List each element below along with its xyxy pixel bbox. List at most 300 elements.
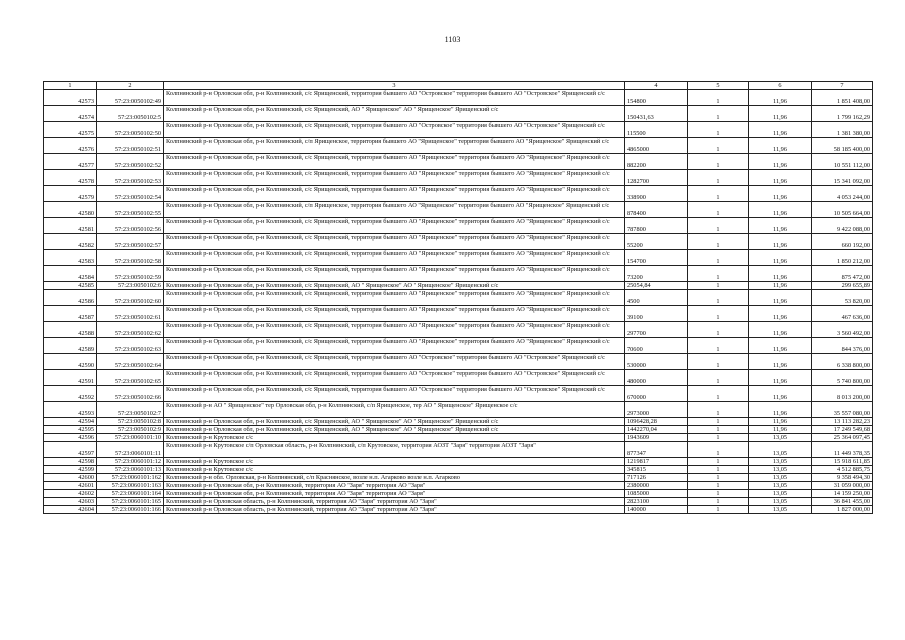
cadastral-number: 57:23:0060101:10 (97, 434, 164, 442)
cadastral-number: 57:23:0060101:11 (97, 442, 164, 458)
col-header-3: 3 (164, 82, 625, 90)
cadastral-value: 53 820,00 (812, 290, 873, 306)
location-description-text: Колпнянский р-н Орловская обл, р-н Колпнянский, с/с Ярищенский, АО " Ярищенское" АО " Ярищенское" Ярищенский с/с (166, 426, 499, 433)
cadastral-number: 57:23:0050102:9 (97, 426, 164, 434)
col-header-4: 4 (625, 82, 688, 90)
location-description-text: Колпнянский р-н Крутовское с/с (166, 434, 254, 441)
specific-value: 11,96 (749, 290, 812, 306)
row-number: 42598 (44, 458, 97, 466)
area-value: 1282700 (625, 170, 688, 186)
area-value: 2823100 (625, 498, 688, 506)
row-number: 42584 (44, 266, 97, 282)
table-row (44, 106, 873, 122)
specific-value: 11,96 (749, 250, 812, 266)
cadastral-value: 15 918 611,85 (812, 458, 873, 466)
cadastral-number: 57:23:0060101:165 (97, 498, 164, 506)
location-description-text: Колпнянский р-н Орловская обл, р-н Колпнянский, с/с Ярищенский, территория бывшего АО "Ярищенское" территория бывшего АО "Ярищенское" Ярищенский с/с (166, 322, 610, 329)
table-row (44, 498, 873, 506)
cadastral-value: 844 376,00 (812, 338, 873, 354)
row-number: 42581 (44, 218, 97, 234)
area-value: 882200 (625, 154, 688, 170)
location-description-text: Колпнянский р-н Орловская обл, р-н Колпнянский, с/с Ярищенский, территория бывшего АО "Ярищенское" территория бывшего АО "Ярищенское" Ярищенский с/с (166, 234, 610, 241)
table-row (44, 170, 873, 186)
table-row (44, 506, 873, 514)
col-header-5: 5 (688, 82, 749, 90)
area-value: 1442270,04 (625, 426, 688, 434)
cadastral-value: 13 113 282,23 (812, 418, 873, 426)
location-description-text: Колпнянский р-н Орловская область, р-н Колпнянский, территория АО "Заря" территория АО "Заря" (166, 506, 437, 513)
specific-value: 11,96 (749, 138, 812, 154)
coefficient-value: 1 (688, 474, 749, 482)
location-description-text: Колпнянский р-н Орловская обл, р-н Колпнянский, с/с Ярищенский, территория бывшего АО "Островское" территория бывшего АО "Островское" Ярищенский с/с (166, 370, 605, 377)
table-row (44, 282, 873, 290)
specific-value: 11,96 (749, 154, 812, 170)
table-row (44, 234, 873, 250)
specific-value: 13,05 (749, 458, 812, 466)
table-row (44, 418, 873, 426)
specific-value: 11,96 (749, 402, 812, 418)
area-value: 297700 (625, 322, 688, 338)
coefficient-value: 1 (688, 426, 749, 434)
location-description (164, 490, 625, 498)
location-description (164, 402, 625, 418)
cadastral-number: 57:23:0050102:52 (97, 154, 164, 170)
table-body (44, 90, 873, 514)
table-row (44, 322, 873, 338)
coefficient-value: 1 (688, 434, 749, 442)
location-description-text: Колпнянский р-н Орловская обл, р-н Колпнянский, с/с Ярищенский, территория бывшего АО "Ярищенское" территория бывшего АО "Ярищенское" Ярищенский с/с (166, 266, 610, 273)
cadastral-number: 57:23:0060101:13 (97, 466, 164, 474)
table-row (44, 266, 873, 282)
area-value: 140000 (625, 506, 688, 514)
location-description (164, 138, 625, 154)
row-number: 42577 (44, 154, 97, 170)
location-description-text: Колпнянский р-н Орловская обл, р-н Колпнянский, с/с Ярищенский, территория бывшего АО "Ярищенское" территория бывшего АО "Ярищенское" Ярищенский с/с (166, 290, 610, 297)
col-header-1: 1 (44, 82, 97, 90)
location-description-text: Колпнянский р-н Орловская обл, р-н Колпнянский, с/с Ярищенский, территория бывшего АО "Островское" территория бывшего АО "Островское" Ярищенский с/с (166, 90, 605, 97)
coefficient-value: 1 (688, 322, 749, 338)
table-row (44, 338, 873, 354)
coefficient-value: 1 (688, 306, 749, 322)
coefficient-value: 1 (688, 90, 749, 106)
cadastral-number: 57:23:0050102:59 (97, 266, 164, 282)
cadastral-value: 6 338 800,00 (812, 354, 873, 370)
table-header (44, 82, 873, 90)
row-number: 42575 (44, 122, 97, 138)
cadastral-number: 57:23:0050102:5 (97, 106, 164, 122)
location-description-text: Колпнянский р-н Орловская обл, р-н Колпнянский, с/с Ярищенский, территория бывшего АО "Ярищенское" территория бывшего АО "Ярищенское" Ярищенский с/с (166, 170, 610, 177)
cadastral-value: 299 655,89 (812, 282, 873, 290)
specific-value: 11,96 (749, 306, 812, 322)
location-description (164, 234, 625, 250)
cadastral-value: 467 636,00 (812, 306, 873, 322)
specific-value: 11,96 (749, 370, 812, 386)
coefficient-value: 1 (688, 122, 749, 138)
coefficient-value: 1 (688, 218, 749, 234)
coefficient-value: 1 (688, 202, 749, 218)
row-number: 42579 (44, 186, 97, 202)
row-number: 42585 (44, 282, 97, 290)
location-description (164, 458, 625, 466)
location-description (164, 338, 625, 354)
row-number: 42580 (44, 202, 97, 218)
location-description-text: Колпнянский р-н АО " Ярищенское" тер Орловская обл, р-н Колпнянский, с/п Ярищенское, тер АО " Ярищенское" Ярищенское с/с (166, 402, 518, 409)
table-row (44, 458, 873, 466)
specific-value: 11,96 (749, 426, 812, 434)
coefficient-value: 1 (688, 338, 749, 354)
cadastral-number: 57:23:0050102:66 (97, 386, 164, 402)
location-description (164, 154, 625, 170)
cadastral-number: 57:23:0050102:55 (97, 202, 164, 218)
cadastral-number: 57:23:0050102:7 (97, 402, 164, 418)
row-number: 42593 (44, 402, 97, 418)
row-number: 42582 (44, 234, 97, 250)
location-description-text: Колпнянский р-н Орловская обл, р-н Колпнянский, с/с Ярищенский, АО " Ярищенское" АО " Ярищенское" Ярищенский с/с (166, 106, 499, 113)
table-row (44, 290, 873, 306)
cadastral-number: 57:23:0050102:49 (97, 90, 164, 106)
table-row (44, 482, 873, 490)
table-row (44, 474, 873, 482)
location-description-text: Колпнянский р-н Орловская обл, р-н Колпнянский, с/с Ярищенский, территория бывшего АО "Островское" территория бывшего АО "Островское" Ярищенский с/с (166, 386, 605, 393)
cadastral-value-table (43, 81, 873, 514)
table-row (44, 154, 873, 170)
cadastral-value: 17 249 549,68 (812, 426, 873, 434)
row-number: 42600 (44, 474, 97, 482)
table-row (44, 466, 873, 474)
row-number: 42599 (44, 466, 97, 474)
row-number: 42592 (44, 386, 97, 402)
area-value: 4500 (625, 290, 688, 306)
coefficient-value: 1 (688, 418, 749, 426)
row-number: 42601 (44, 482, 97, 490)
table-row (44, 354, 873, 370)
row-number: 42578 (44, 170, 97, 186)
location-description (164, 322, 625, 338)
cadastral-value: 58 185 400,00 (812, 138, 873, 154)
location-description-text: Колпнянский р-н Орловская обл, р-н Колпнянский, с/с Ярищенский, территория бывшего АО "Островское" территория бывшего АО "Островское" Ярищенский с/с (166, 122, 605, 129)
cadastral-number: 57:23:0050102:65 (97, 370, 164, 386)
location-description-text: Колпнянский р-н Орловская область, р-н Колпнянский, территория АО "Заря" территория АО "Заря" (166, 498, 437, 505)
row-number: 42587 (44, 306, 97, 322)
area-value: 70600 (625, 338, 688, 354)
coefficient-value: 1 (688, 386, 749, 402)
location-description (164, 170, 625, 186)
col-header-7: 7 (812, 82, 873, 90)
row-number: 42597 (44, 442, 97, 458)
location-description (164, 474, 625, 482)
cadastral-value: 660 192,00 (812, 234, 873, 250)
coefficient-value: 1 (688, 138, 749, 154)
row-number: 42591 (44, 370, 97, 386)
specific-value: 11,96 (749, 354, 812, 370)
location-description (164, 202, 625, 218)
coefficient-value: 1 (688, 234, 749, 250)
location-description (164, 186, 625, 202)
cadastral-value: 4 512 885,75 (812, 466, 873, 474)
col-header-2: 2 (97, 82, 164, 90)
location-description (164, 250, 625, 266)
coefficient-value: 1 (688, 482, 749, 490)
specific-value: 11,96 (749, 234, 812, 250)
specific-value: 11,96 (749, 338, 812, 354)
cadastral-number: 57:23:0050102:62 (97, 322, 164, 338)
cadastral-number: 57:23:0050102:51 (97, 138, 164, 154)
cadastral-value: 9 358 494,30 (812, 474, 873, 482)
row-number: 42602 (44, 490, 97, 498)
coefficient-value: 1 (688, 354, 749, 370)
location-description-text: Колпнянский р-н Орловская обл, р-н Колпнянский, с/с Ярищенский, территория бывшего АО "Ярищенское" территория бывшего АО "Ярищенское" Ярищенский с/с (166, 186, 610, 193)
cadastral-number: 57:23:0050102:6 (97, 282, 164, 290)
specific-value: 13,05 (749, 506, 812, 514)
location-description (164, 466, 625, 474)
coefficient-value: 1 (688, 282, 749, 290)
table-row (44, 250, 873, 266)
location-description-text: Колпнянский р-н обл. Орловская, р-н Колпнянский, с/п Краснянское, возле н.п. Агарково возле н.п. Агарково (166, 474, 460, 481)
cadastral-value: 1 851 408,00 (812, 90, 873, 106)
cadastral-value: 15 341 092,00 (812, 170, 873, 186)
specific-value: 13,05 (749, 442, 812, 458)
location-description (164, 418, 625, 426)
specific-value: 11,96 (749, 322, 812, 338)
cadastral-number: 57:23:0050102:50 (97, 122, 164, 138)
area-value: 878400 (625, 202, 688, 218)
location-description (164, 266, 625, 282)
specific-value: 11,96 (749, 266, 812, 282)
specific-value: 11,96 (749, 170, 812, 186)
cadastral-value: 875 472,00 (812, 266, 873, 282)
table-row (44, 90, 873, 106)
cadastral-number: 57:23:0050102:60 (97, 290, 164, 306)
cadastral-number: 57:23:0060101:12 (97, 458, 164, 466)
row-number: 42588 (44, 322, 97, 338)
coefficient-value: 1 (688, 466, 749, 474)
coefficient-value: 1 (688, 490, 749, 498)
cadastral-value: 10 551 112,00 (812, 154, 873, 170)
cadastral-value: 36 841 455,00 (812, 498, 873, 506)
coefficient-value: 1 (688, 402, 749, 418)
location-description-text: Колпнянский р-н Орловская обл, р-н Колпнянский, территория АО "Заря" территория АО "Заря" (166, 482, 426, 489)
coefficient-value: 1 (688, 106, 749, 122)
row-number: 42586 (44, 290, 97, 306)
area-value: 2380000 (625, 482, 688, 490)
row-number: 42603 (44, 498, 97, 506)
coefficient-value: 1 (688, 506, 749, 514)
specific-value: 13,05 (749, 434, 812, 442)
location-description (164, 434, 625, 442)
cadastral-number: 57:23:0060101:162 (97, 474, 164, 482)
location-description (164, 282, 625, 290)
cadastral-number: 57:23:0050102:63 (97, 338, 164, 354)
location-description-text: Колпнянский р-н Орловская обл, р-н Колпнянский, территория АО "Заря" территория АО "Заря" (166, 490, 426, 497)
area-value: 345815 (625, 466, 688, 474)
row-number: 42589 (44, 338, 97, 354)
location-description (164, 498, 625, 506)
location-description (164, 354, 625, 370)
cadastral-number: 57:23:0050102:57 (97, 234, 164, 250)
specific-value: 13,05 (749, 474, 812, 482)
area-value: 55200 (625, 234, 688, 250)
location-description-text: Колпнянский р-н Орловская обл, р-н Колпнянский, с/п Ярищенское, территория бывшего АО "Ярищенское" территория бывшего АО "Ярищенское" Ярищенский с/с (166, 138, 610, 145)
coefficient-value: 1 (688, 266, 749, 282)
cadastral-value: 5 740 800,00 (812, 370, 873, 386)
location-description (164, 306, 625, 322)
table-row (44, 218, 873, 234)
table-row (44, 306, 873, 322)
location-description (164, 370, 625, 386)
location-description (164, 106, 625, 122)
specific-value: 13,05 (749, 466, 812, 474)
area-value: 1096428,28 (625, 418, 688, 426)
col-header-6: 6 (749, 82, 812, 90)
column-number-row (44, 82, 873, 90)
table-row (44, 402, 873, 418)
area-value: 1085000 (625, 490, 688, 498)
cadastral-number: 57:23:0050102:56 (97, 218, 164, 234)
area-value: 4865000 (625, 138, 688, 154)
area-value: 2973000 (625, 402, 688, 418)
location-description (164, 386, 625, 402)
area-value: 338900 (625, 186, 688, 202)
location-description (164, 482, 625, 490)
area-value: 670000 (625, 386, 688, 402)
location-description-text: Колпнянский р-н Крутовское с/с (166, 458, 254, 465)
row-number: 42583 (44, 250, 97, 266)
table-row (44, 434, 873, 442)
location-description-text: Колпнянский р-н Орловская обл, р-н Колпнянский, с/с Ярищенский, территория бывшего АО "Ярищенское" территория бывшего АО "Ярищенское" Ярищенский с/с (166, 154, 610, 161)
table-row (44, 490, 873, 498)
area-value: 154800 (625, 90, 688, 106)
location-description (164, 290, 625, 306)
coefficient-value: 1 (688, 154, 749, 170)
row-number: 42573 (44, 90, 97, 106)
location-description-text: Колпнянский р-н Орловская обл, р-н Колпнянский, с/п Ярищенское, территория бывшего АО "Ярищенское" территория бывшего АО "Ярищенское" Ярищенский с/с (166, 202, 610, 209)
area-value: 154700 (625, 250, 688, 266)
cadastral-number: 57:23:0050102:54 (97, 186, 164, 202)
coefficient-value: 1 (688, 370, 749, 386)
location-description-text: Колпнянский р-н Орловская обл, р-н Колпнянский, с/с Ярищенский, территория бывшего АО "Ярищенское" территория бывшего АО "Ярищенское" Ярищенский с/с (166, 306, 610, 313)
specific-value: 11,96 (749, 418, 812, 426)
specific-value: 13,05 (749, 482, 812, 490)
cadastral-value: 25 364 097,45 (812, 434, 873, 442)
row-number: 42590 (44, 354, 97, 370)
location-description-text: Колпнянский р-н Крутовское с/п Орловская область, р-н Колпнянский, с/п Крутовское, территория АОЗТ "Заря" территория АОЗТ "Заря" (166, 442, 536, 449)
area-value: 73200 (625, 266, 688, 282)
area-value: 877347 (625, 442, 688, 458)
coefficient-value: 1 (688, 498, 749, 506)
cadastral-value: 3 560 492,00 (812, 322, 873, 338)
location-description (164, 506, 625, 514)
specific-value: 11,96 (749, 122, 812, 138)
coefficient-value: 1 (688, 442, 749, 458)
location-description (164, 218, 625, 234)
specific-value: 11,96 (749, 282, 812, 290)
area-value: 480000 (625, 370, 688, 386)
area-value: 150431,63 (625, 106, 688, 122)
cadastral-value: 9 422 088,00 (812, 218, 873, 234)
cadastral-value: 8 013 200,00 (812, 386, 873, 402)
area-value: 115500 (625, 122, 688, 138)
row-number: 42576 (44, 138, 97, 154)
specific-value: 13,05 (749, 498, 812, 506)
cadastral-value: 35 557 080,00 (812, 402, 873, 418)
specific-value: 13,05 (749, 490, 812, 498)
specific-value: 11,96 (749, 202, 812, 218)
cadastral-number: 57:23:0050102:58 (97, 250, 164, 266)
location-description-text: Колпнянский р-н Орловская обл, р-н Колпнянский, с/с Ярищенский, АО " Ярищенское" АО " Ярищенское" Ярищенский с/с (166, 418, 499, 425)
specific-value: 11,96 (749, 218, 812, 234)
cadastral-value: 31 059 000,00 (812, 482, 873, 490)
table-row (44, 426, 873, 434)
table-row (44, 202, 873, 218)
location-description (164, 426, 625, 434)
table-row (44, 186, 873, 202)
cadastral-value: 1 381 380,00 (812, 122, 873, 138)
coefficient-value: 1 (688, 170, 749, 186)
cadastral-number: 57:23:0060101:164 (97, 490, 164, 498)
table-row (44, 370, 873, 386)
row-number: 42596 (44, 434, 97, 442)
cadastral-value: 10 505 664,00 (812, 202, 873, 218)
row-number: 42604 (44, 506, 97, 514)
cadastral-value: 1 850 212,00 (812, 250, 873, 266)
cadastral-number: 57:23:0060101:166 (97, 506, 164, 514)
location-description (164, 122, 625, 138)
location-description-text: Колпнянский р-н Крутовское с/с (166, 466, 254, 473)
table-row (44, 122, 873, 138)
location-description-text: Колпнянский р-н Орловская обл, р-н Колпнянский, с/с Ярищенский, территория бывшего АО "Ярищенское" территория бывшего АО "Ярищенское" Ярищенский с/с (166, 250, 610, 257)
coefficient-value: 1 (688, 186, 749, 202)
coefficient-value: 1 (688, 290, 749, 306)
table-row (44, 386, 873, 402)
specific-value: 11,96 (749, 186, 812, 202)
cadastral-value: 14 159 250,00 (812, 490, 873, 498)
location-description-text: Колпнянский р-н Орловская обл, р-н Колпнянский, с/с Ярищенский, территория бывшего АО "Ярищенское" территория бывшего АО "Ярищенское" Ярищенский с/с (166, 338, 610, 345)
area-value: 25054,84 (625, 282, 688, 290)
cadastral-value: 1 827 000,00 (812, 506, 873, 514)
cadastral-number: 57:23:0050102:8 (97, 418, 164, 426)
location-description (164, 442, 625, 458)
cadastral-value: 4 053 244,00 (812, 186, 873, 202)
area-value: 787800 (625, 218, 688, 234)
location-description-text: Колпнянский р-н Орловская обл, р-н Колпнянский, с/с Ярищенский, территория бывшего АО "Ярищенское" территория бывшего АО "Ярищенское" Ярищенский с/с (166, 218, 610, 225)
area-value: 1219817 (625, 458, 688, 466)
location-description-text: Колпнянский р-н Орловская обл, р-н Колпнянский, с/с Ярищенский, территория бывшего АО "Островское" территория бывшего АО "Островское" Ярищенский с/с (166, 354, 605, 361)
location-description (164, 90, 625, 106)
specific-value: 11,96 (749, 386, 812, 402)
cadastral-number: 57:23:0050102:53 (97, 170, 164, 186)
area-value: 1943609 (625, 434, 688, 442)
cadastral-value: 11 449 378,35 (812, 442, 873, 458)
table-row (44, 138, 873, 154)
area-value: 717126 (625, 474, 688, 482)
coefficient-value: 1 (688, 250, 749, 266)
row-number: 42594 (44, 418, 97, 426)
area-value: 530000 (625, 354, 688, 370)
location-description-text: Колпнянский р-н Орловская обл, р-н Колпнянский, с/с Ярищенский, АО " Ярищенское" АО " Ярищенское" Ярищенский с/с (166, 282, 499, 289)
row-number: 42595 (44, 426, 97, 434)
cadastral-number: 57:23:0050102:61 (97, 306, 164, 322)
table-row (44, 442, 873, 458)
coefficient-value: 1 (688, 458, 749, 466)
cadastral-value: 1 799 162,29 (812, 106, 873, 122)
specific-value: 11,96 (749, 90, 812, 106)
cadastral-number: 57:23:0050102:64 (97, 354, 164, 370)
area-value: 39100 (625, 306, 688, 322)
cadastral-number: 57:23:0060101:163 (97, 482, 164, 490)
page-number: 1103 (444, 35, 461, 44)
row-number: 42574 (44, 106, 97, 122)
specific-value: 11,96 (749, 106, 812, 122)
